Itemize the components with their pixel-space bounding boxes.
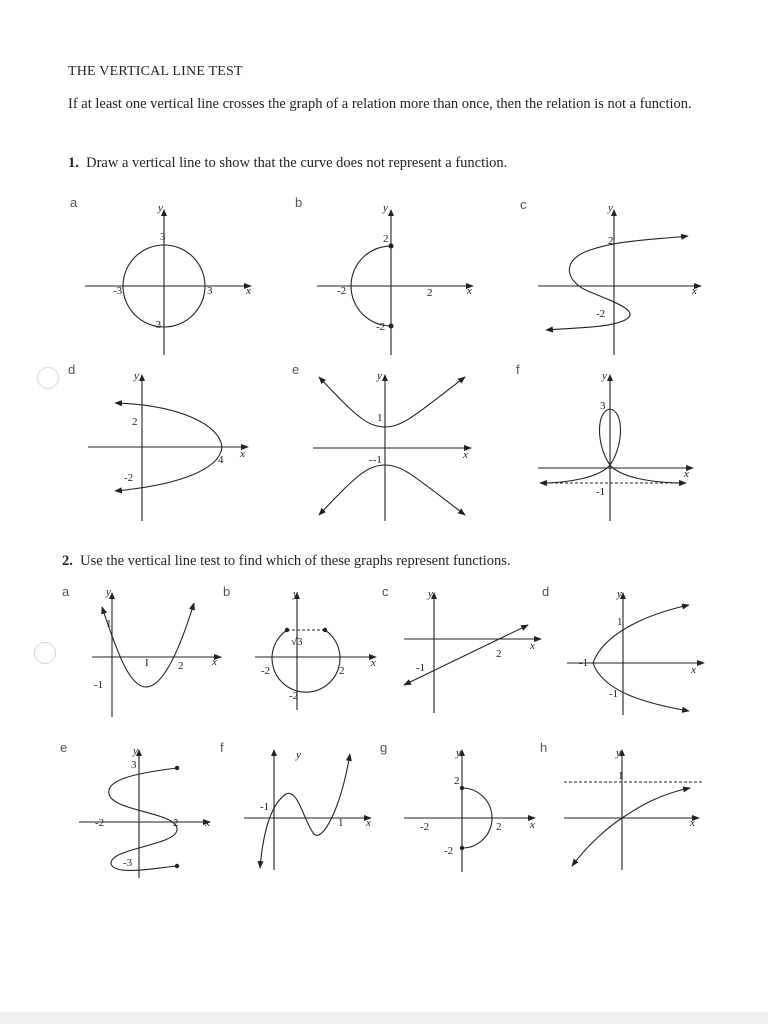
- x-axis-label: x: [205, 817, 210, 829]
- y-axis-label: y: [456, 747, 461, 759]
- tick-label: -2: [337, 285, 347, 297]
- intro-text: If at least one vertical line crosses the graph of a relation more than once, then the relation is not a function.: [68, 96, 692, 112]
- x-axis-label: x: [530, 640, 535, 652]
- tick-label: 1: [618, 770, 624, 782]
- y-axis-label: y: [602, 370, 607, 382]
- tick-label: 2: [496, 821, 502, 833]
- tick-label: -1: [596, 486, 606, 498]
- y-axis-label: y: [133, 745, 138, 757]
- x-axis-label: x: [366, 817, 371, 829]
- graph-letter-2c: c: [382, 584, 389, 599]
- x-axis-label: x: [691, 664, 696, 676]
- y-axis-label: y: [617, 588, 622, 600]
- graph-letter-2b: b: [223, 584, 231, 599]
- tick-label: √3: [291, 636, 303, 648]
- tick-label: -1: [579, 657, 589, 669]
- tick-label: -2: [261, 665, 271, 677]
- tick-label: -1: [94, 679, 104, 691]
- tick-label: -2: [444, 845, 454, 857]
- y-axis-label: y: [293, 588, 298, 600]
- question-1-number: 1.: [68, 155, 79, 171]
- graph-letter-2f: f: [220, 740, 224, 755]
- tick-label: -1: [260, 801, 270, 813]
- tick-label: 2: [454, 775, 460, 787]
- tick-label: -2: [124, 472, 134, 484]
- y-axis-label: y: [134, 370, 139, 382]
- graph-2c: [400, 585, 545, 720]
- tick-label: 1: [377, 412, 383, 424]
- tick-label: 2: [427, 287, 433, 299]
- tick-label: 3: [207, 285, 213, 297]
- x-axis-label: x: [463, 449, 468, 461]
- y-axis-label: y: [616, 747, 621, 759]
- graph-1b: [305, 200, 485, 360]
- graph-letter-1f: f: [516, 362, 520, 377]
- y-axis-label: y: [296, 749, 301, 761]
- y-axis-label: y: [158, 202, 163, 214]
- tick-label: 2: [132, 416, 138, 428]
- tick-label: 1: [338, 817, 344, 829]
- graph-letter-1b: b: [295, 195, 303, 210]
- graph-letter-2a: a: [62, 584, 70, 599]
- tick-label: 2: [178, 660, 184, 672]
- question-1-text: Draw a vertical line to show that the curve does not represent a function.: [86, 155, 508, 171]
- tick-label: --1: [369, 454, 382, 466]
- graph-2e: [75, 742, 225, 882]
- tick-label: 1: [617, 616, 623, 628]
- x-axis-label: x: [467, 285, 472, 297]
- graph-2f: [240, 740, 388, 882]
- x-axis-label: x: [212, 656, 217, 668]
- graph-letter-2h: h: [540, 740, 548, 755]
- tick-label: I: [145, 657, 149, 669]
- question-2-number: 2.: [62, 553, 73, 569]
- graph-letter-1e: e: [292, 362, 300, 377]
- graph-letter-2d: d: [542, 584, 550, 599]
- question-2-text: Use the vertical line test to find which of these graphs represent functions.: [80, 553, 511, 569]
- y-axis-label: y: [428, 588, 433, 600]
- tick-label: -3: [113, 285, 123, 297]
- graph-2d: [563, 585, 708, 720]
- tick-label: -3: [123, 857, 133, 869]
- tick-label: 3: [600, 400, 606, 412]
- x-axis-label: x: [240, 448, 245, 460]
- punch-hole: [34, 642, 56, 664]
- tick-label: -2: [289, 690, 299, 702]
- tick-label: -2: [376, 321, 386, 333]
- graph-1c: [530, 200, 710, 360]
- x-axis-label: x: [690, 817, 695, 829]
- question-2: [62, 553, 511, 570]
- page-edge: [0, 1012, 768, 1024]
- y-axis-label: y: [377, 370, 382, 382]
- tick-label: 1: [106, 618, 112, 630]
- tick-label: -2: [596, 308, 606, 320]
- tick-label: 2: [383, 233, 389, 245]
- tick-label: 2: [496, 648, 502, 660]
- tick-label: 2: [173, 817, 179, 829]
- x-axis-label: x: [246, 285, 251, 297]
- graph-letter-2e: e: [60, 740, 68, 755]
- x-axis-label: x: [371, 657, 376, 669]
- graph-1f: [530, 365, 710, 525]
- graph-2b: [245, 585, 385, 720]
- tick-label: 2: [608, 235, 614, 247]
- tick-label: -1: [416, 662, 426, 674]
- graph-1e: [305, 365, 485, 525]
- tick-label: -2: [420, 821, 430, 833]
- x-axis-label: x: [684, 468, 689, 480]
- graph-2g: [400, 740, 548, 882]
- y-axis-label: y: [383, 202, 388, 214]
- graph-letter-2g: g: [380, 740, 388, 755]
- question-1: [68, 155, 507, 172]
- graph-2a: [88, 584, 231, 720]
- graph-1d: [80, 365, 260, 525]
- x-axis-label: x: [692, 285, 697, 297]
- graph-1a: [80, 200, 260, 360]
- graph-2h: [560, 742, 708, 882]
- tick-label: 4: [218, 454, 224, 466]
- punch-hole: [37, 367, 59, 389]
- graph-letter-1d: d: [68, 362, 76, 377]
- tick-label: -3: [152, 319, 162, 331]
- tick-label: 2: [339, 665, 345, 677]
- graph-letter-1c: c: [520, 197, 527, 212]
- tick-label: -1: [609, 688, 619, 700]
- tick-label: -2: [95, 817, 105, 829]
- graph-letter-1a: a: [70, 195, 78, 210]
- y-axis-label: y: [608, 202, 613, 214]
- tick-label: 3: [131, 759, 137, 771]
- y-axis-label: y: [106, 586, 111, 598]
- page-title: THE VERTICAL LINE TEST: [68, 64, 243, 79]
- tick-label: 3: [160, 231, 166, 243]
- x-axis-label: x: [530, 819, 535, 831]
